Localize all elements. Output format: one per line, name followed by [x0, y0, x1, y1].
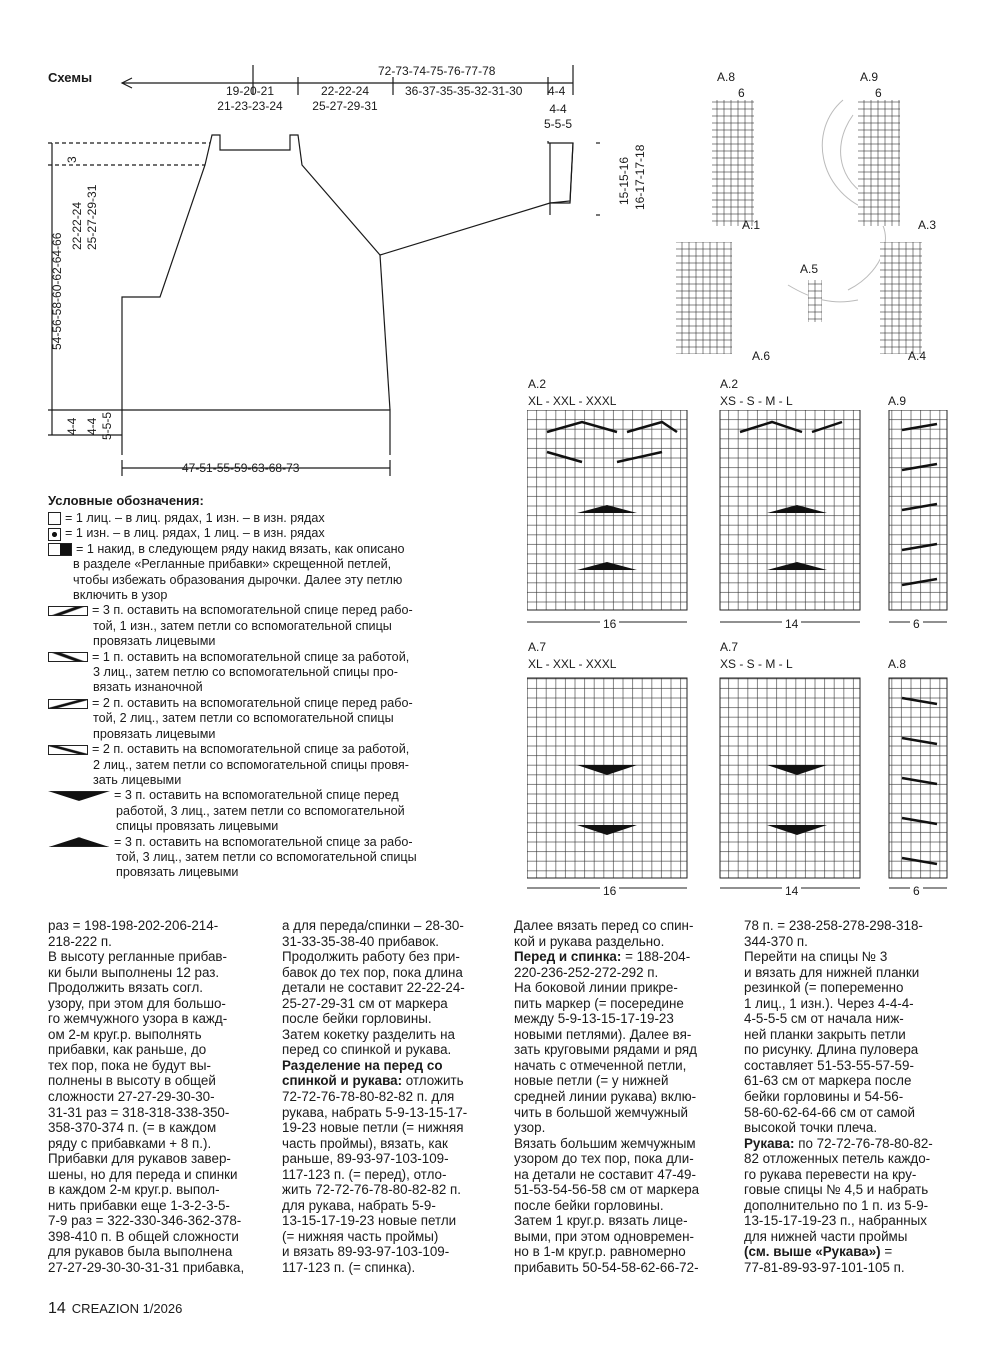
col3-line: пить маркер (= посередине: [514, 995, 684, 1011]
legend-cable-6: [48, 835, 417, 850]
col4-line: Перейти на спицы № 3: [744, 949, 888, 965]
legend-line: чтобы избежать образования дырочки. Далее эту петлю: [73, 572, 403, 587]
shoulder-2: 25-27-29-31: [312, 99, 378, 113]
col3-line: между 5-9-13-15-17-19-23: [514, 1011, 674, 1027]
col1-line: в каждом 2-м круг.р. выпол-: [48, 1182, 220, 1198]
col2-line: а для переда/спинки – 28-30-: [282, 918, 464, 933]
col1-line: сложности 27-27-29-30-30-: [48, 1089, 215, 1105]
a4-label: A.4: [908, 349, 927, 363]
page-number: 14: [48, 1300, 66, 1317]
col1-line: 31-31 раз = 318-318-338-350-: [48, 1104, 230, 1120]
legend-yarnover: [48, 542, 417, 557]
a8-width: 6: [738, 86, 745, 100]
legend-title: Условные обозначения:: [48, 493, 204, 508]
col4-line: 13-15-17-19-23 п., набранных: [744, 1213, 927, 1229]
a6-label: A.6: [752, 349, 771, 363]
legend-line: работой, 3 лиц., затем петли со вспомогательной: [116, 803, 405, 818]
col1-line: 27-27-29-30-30-31-31 прибавка,: [48, 1260, 245, 1276]
col1-line: полнены в высоту в общей: [48, 1073, 216, 1089]
col1-line: го жемчужного узора в кажд-: [48, 1011, 228, 1027]
cable-right-purl-icon: [48, 652, 88, 662]
col1-line: Продолжить вязать согл.: [48, 980, 204, 996]
a7-small-width: 14: [782, 884, 801, 898]
col1-line: узору, при этом для большо-: [48, 995, 226, 1011]
col1-line: 218-222 п.: [48, 933, 112, 949]
legend-line: 2 лиц., затем петли со вспомогательной спицы провя-: [93, 757, 409, 772]
col2-line: рукава, набрать 5-9-13-15-17-: [282, 1104, 468, 1120]
col3-line: средней линии рукава) вклю-: [514, 1089, 697, 1105]
col3-line: но в 1-м круг.р. равномерно: [514, 1244, 686, 1260]
a2-big-label: A.2: [528, 377, 547, 391]
a8-big-label: A.8: [888, 657, 907, 671]
col3-line: узором до тех пор, пока дли-: [514, 1151, 694, 1167]
col2-line: отложить: [402, 1073, 464, 1089]
bottom-width-label: 47-51-55-59-63-68-73: [182, 461, 300, 475]
legend-line: вязать изнаночной: [93, 680, 203, 695]
text-column-2: [282, 918, 507, 1276]
col4-line: резинкой (= попеременно: [744, 980, 904, 996]
cuff-right-2: 5-5-5: [544, 117, 573, 131]
a9-big-label: A.9: [888, 394, 907, 408]
col3-line: Затем 1 круг.р. вязать лице-: [514, 1213, 688, 1229]
neck-width-2: 21-23-23-24: [217, 99, 283, 113]
legend-cable-2: [48, 650, 417, 665]
legend-block: [48, 511, 417, 881]
legend-knit: [48, 511, 417, 526]
col1-line: Прибавки для рукавов завер-: [48, 1151, 231, 1167]
legend-line: провязать лицевыми: [93, 726, 216, 741]
legend-line: = 1 п. оставить на вспомогательной спице за работой,: [92, 649, 410, 664]
col4-line: ней планки закрыть петли: [744, 1026, 906, 1042]
col4-line: 344-370 п.: [744, 933, 808, 949]
total-height-label: 54-56-58-60-62-64-66: [50, 232, 64, 350]
neck-width-1: 19-20-21: [225, 84, 275, 98]
col1-line: ки были выполнены 12 раз.: [48, 964, 220, 980]
col4-line: 82 отложенных петель каждо-: [744, 1151, 931, 1167]
cable-3-left-icon: [48, 791, 110, 801]
col2-line: жить 72-72-76-78-80-82-82 п.: [282, 1182, 461, 1198]
hem-3: 5-5-5: [100, 411, 114, 440]
top-total-label: 72-73-74-75-76-77-78: [378, 64, 496, 78]
a7-big-sizes: XL - XXL - XXXL: [528, 657, 617, 671]
legend-line: провязать лицевыми: [116, 865, 239, 880]
yoke-height-2: 25-27-29-31: [85, 184, 99, 250]
col3-line: начать с отмеченной петли,: [514, 1057, 687, 1073]
col2-line: Продолжить работу без при-: [282, 949, 460, 965]
col4-line: высокой точки плеча.: [744, 1120, 878, 1136]
legend-line: = 2 п. оставить на вспомогательной спице за работой,: [92, 742, 410, 757]
col4-line: =: [880, 1244, 893, 1260]
raglan-charts: [668, 60, 968, 370]
magazine-name: CREAZION 1/2026: [71, 1301, 183, 1316]
cable-2-left-icon: [48, 699, 88, 709]
pattern-charts: [527, 410, 977, 890]
col1-line: 7-9 раз = 322-330-346-362-378-: [48, 1213, 242, 1229]
col4-line: 4-5-5-5 см от начала ниж-: [744, 1011, 904, 1027]
page-footer: [48, 1300, 182, 1318]
col4-line: 58-60-62-64-66 см от самой: [744, 1104, 915, 1120]
col1-line: нить прибавки еще 1-3-2-3-5-: [48, 1197, 230, 1213]
a5-label: A.5: [800, 262, 819, 276]
col3-line: На боковой линии прикре-: [514, 980, 678, 996]
col4-line: го рукава перевести на кру-: [744, 1166, 917, 1182]
col3-line: 51-53-54-56-58 см от маркера: [514, 1182, 700, 1198]
text-column-4: [744, 918, 969, 1276]
sleeve-height-2: 16-17-17-18: [633, 144, 647, 210]
col2-line: для рукава, набрать 5-9-: [282, 1197, 436, 1213]
a7-big-width: 16: [600, 884, 619, 898]
legend-line: 3 лиц., затем петлю со вспомогательной спицы про-: [93, 665, 398, 680]
col3-line: Далее вязать перед со спин-: [514, 918, 694, 933]
yarnover-symbol-icon: [48, 543, 72, 556]
col4-line: бейки горловины и 54-56-: [744, 1089, 904, 1105]
col1-line: раз = 198-198-202-206-214-: [48, 918, 219, 933]
text-column-1: [48, 918, 273, 1276]
col4-line: и вязать для нижней планки: [744, 964, 920, 980]
a3-label: A.3: [918, 218, 937, 232]
sleeve-length-label: 36-37-35-35-32-31-30: [405, 84, 523, 98]
legend-line: = 3 п. оставить на вспомогательной спице за рабо-: [114, 834, 413, 849]
legend-line: = 1 лиц. – в лиц. рядах, 1 изн. – в изн. рядах: [65, 511, 325, 525]
cuff-right-1: 4-4: [549, 102, 567, 116]
col3-line: прибавить 50-54-58-62-66-72-: [514, 1260, 699, 1276]
legend-line: той, 3 лиц., затем петли со вспомогательной спицы: [116, 849, 417, 864]
legend-line: спицы провязать лицевыми: [116, 819, 279, 834]
col3-line: чить в большой жемчужный: [514, 1104, 689, 1120]
col3-line: 220-236-252-272-292 п.: [514, 964, 659, 980]
col4-line: составляет 51-53-55-57-59-: [744, 1057, 914, 1073]
legend-line: той, 1 изн., затем петли со вспомогательной спицы: [93, 618, 392, 633]
col3-line: Вязать большим жемчужным: [514, 1135, 696, 1151]
legend-line: в разделе «Регланные прибавки» скрещенной петлей,: [73, 557, 392, 572]
col2-line: 117-123 п. (= перед), отло-: [282, 1166, 447, 1182]
cable-left-purl-icon: [48, 606, 88, 616]
col1-line: прибавки, как раньше, до: [48, 1042, 207, 1058]
col2-line: 72-72-76-78-80-82-82 п. для: [282, 1089, 455, 1105]
col4-line: дополнительно по 1 п. из 5-9-: [744, 1197, 929, 1213]
col3-line: кой и рукава раздельно.: [514, 933, 665, 949]
col2-line: Затем кокетку разделить на: [282, 1026, 455, 1042]
cable-2-right-icon: [48, 745, 88, 755]
col1-line: В высоту регланные прибав-: [48, 949, 227, 965]
col3-line: новые петли (= у нижней: [514, 1073, 669, 1089]
legend-cable-3: [48, 696, 417, 711]
sleeve-height-1: 15-15-16: [617, 156, 631, 205]
legend-cable-4: [48, 742, 417, 757]
legend-cable-1: [48, 603, 417, 618]
sweater-schematic: [40, 55, 600, 485]
col1-line: 358-370-374 п. (= в каждом: [48, 1120, 217, 1136]
a7-big-label: A.7: [528, 640, 547, 654]
col3-line: на детали не составит 47-49-: [514, 1166, 696, 1182]
col4-line: 78 п. = 238-258-278-298-318-: [744, 918, 923, 933]
a7-small-sizes: XS - S - M - L: [720, 657, 793, 671]
section-heading: Рукава:: [744, 1135, 795, 1151]
neck-width-labels: [205, 84, 295, 114]
a1-label: A.1: [742, 218, 761, 232]
col2-line: 25-27-29-31 см от маркера: [282, 995, 448, 1011]
a7-small-label: A.7: [720, 640, 739, 654]
legend-line: зать лицевыми: [93, 772, 182, 787]
col1-line: шены, но для переда и спинки: [48, 1166, 238, 1182]
text-column-3: [514, 918, 739, 1276]
a2-small-sizes: XS - S - M - L: [720, 394, 793, 408]
section-heading: Разделение на перед со: [282, 1057, 443, 1073]
cuff-top-label: 4-4: [548, 84, 566, 98]
a9-small-label: A.9: [860, 70, 879, 84]
col2-line: и вязать 89-93-97-103-109-: [282, 1244, 450, 1260]
legend-line: = 2 п. оставить на вспомогательной спице перед рабо-: [92, 695, 413, 710]
col3-line: узор.: [514, 1120, 546, 1136]
col4-line: для нижней части проймы: [744, 1228, 908, 1244]
col3-line: новыми петлями). Далее вя-: [514, 1026, 692, 1042]
hem-1: 4-4: [65, 417, 79, 435]
legend-line: = 1 изн. – в лиц. рядах, 1 лиц. – в изн. рядах: [65, 526, 325, 541]
a8-small-label: A.8: [717, 70, 736, 84]
col4-line: по рисунку. Длина пуловера: [744, 1042, 919, 1058]
col4-line: говые спицы № 4,5 и набрать: [744, 1182, 929, 1198]
legend-cable-5: [48, 788, 417, 803]
col2-line: 19-23 новые петли (= нижняя: [282, 1120, 464, 1136]
legend-line: = 3 п. оставить на вспомогательной спице перед: [114, 788, 399, 803]
purl-symbol-icon: [48, 528, 61, 541]
section-heading: спинкой и рукава:: [282, 1073, 403, 1089]
yoke-gap-label: 3: [65, 156, 79, 163]
col4-line: по 72-72-76-78-80-82-: [794, 1135, 933, 1151]
col1-line: для рукавов была выполнена: [48, 1244, 233, 1260]
shoulder-labels: [300, 84, 390, 114]
col3-line: зать круговыми рядами и ряд: [514, 1042, 697, 1058]
col3-line: = 188-204-: [621, 949, 691, 965]
knit-symbol-icon: [48, 512, 61, 525]
col2-line: после бейки горловины.: [282, 1011, 432, 1027]
col1-line: тех пор, пока не будут вы-: [48, 1057, 211, 1073]
a9-big-width: 6: [910, 617, 923, 631]
cuff-right-labels: [544, 102, 572, 132]
cable-3-right-icon: [48, 837, 110, 847]
col4-line: 77-81-89-93-97-101-105 п.: [744, 1260, 905, 1276]
a2-big-sizes: XL - XXL - XXXL: [528, 394, 617, 408]
shoulder-1: 22-22-24: [320, 84, 370, 98]
a2-small-label: A.2: [720, 377, 739, 391]
col2-line: (= нижняя часть проймы): [282, 1228, 439, 1244]
legend-line: той, 2 лиц., затем петли со вспомогательной спицы: [93, 711, 394, 726]
col2-line: часть проймы), вязать, как: [282, 1135, 448, 1151]
col2-line: детали не составит 22-22-24-: [282, 980, 465, 996]
col4-line: 61-63 см от маркера после: [744, 1073, 912, 1089]
col2-line: перед со спинкой и рукава.: [282, 1042, 452, 1058]
col1-line: 398-410 п. В общей сложности: [48, 1228, 239, 1244]
col2-line: 31-33-35-38-40 прибавок.: [282, 933, 440, 949]
col2-line: 13-15-17-19-23 новые петли: [282, 1213, 457, 1229]
legend-line: включить в узор: [73, 588, 168, 603]
col2-line: раньше, 89-93-97-103-109-: [282, 1151, 449, 1167]
col2-line: 117-123 п. (= спинка).: [282, 1260, 416, 1276]
legend-purl: [48, 526, 417, 541]
legend-line: провязать лицевыми: [93, 634, 216, 649]
legend-line: = 1 накид, в следующем ряду накид вязать, как описано: [76, 541, 405, 556]
section-heading: Перед и спинка:: [514, 949, 622, 965]
hem-2: 4-4: [85, 417, 99, 435]
col2-line: бавок до тех пор, пока длина: [282, 964, 463, 980]
a8-big-width: 6: [910, 884, 923, 898]
a2-small-width: 14: [782, 617, 801, 631]
col1-line: ом 2-м круг.р. выполнять: [48, 1026, 202, 1042]
col3-line: после бейки горловины.: [514, 1197, 664, 1213]
col4-line: 1 лиц., 1 изн.). Через 4-4-4-: [744, 995, 914, 1011]
legend-line: = 3 п. оставить на вспомогательной спице перед рабо-: [92, 603, 413, 618]
section-heading: (см. выше «Рукава»): [744, 1244, 881, 1260]
a9-width: 6: [875, 86, 882, 100]
col3-line: выми, при этом одновремен-: [514, 1228, 694, 1244]
a2-big-width: 16: [600, 617, 619, 631]
yoke-height-1: 22-22-24: [70, 201, 84, 250]
schemes-title: Схемы: [48, 70, 93, 85]
col1-line: ряду с прибавками + 8 п.).: [48, 1135, 212, 1151]
